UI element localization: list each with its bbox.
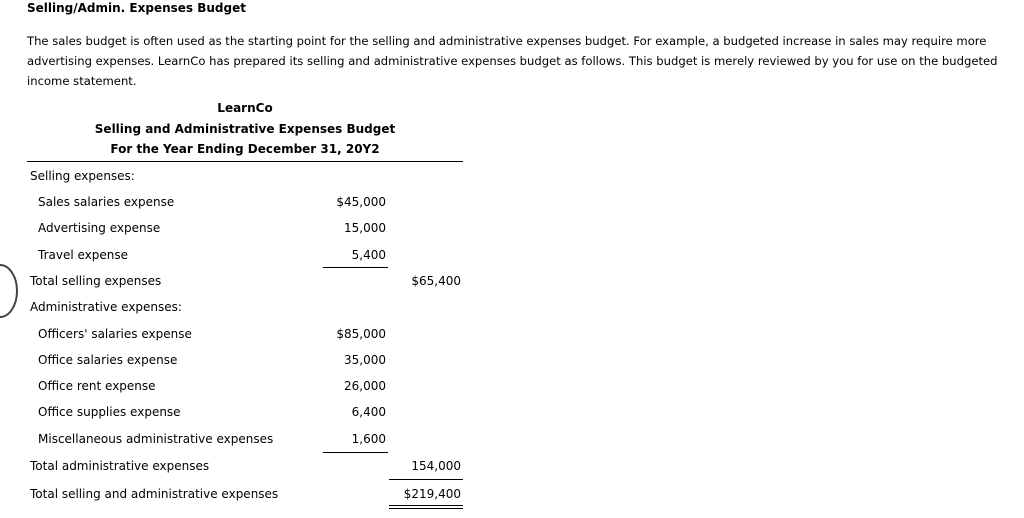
row-label: Office salaries expense: [38, 353, 178, 367]
amount-detail: 1,600: [351, 432, 386, 446]
amount-detail: $45,000: [336, 195, 386, 209]
row-label: Office supplies expense: [38, 405, 181, 419]
page-title: Selling/Admin. Expenses Budget: [27, 1, 246, 15]
row-label: Miscellaneous administrative expenses: [38, 432, 274, 446]
amount-detail: 5,400: [351, 248, 386, 262]
table-row: [27, 195, 463, 215]
statement-company: LearnCo: [217, 101, 273, 115]
table-row: [27, 487, 463, 507]
table-row: [27, 274, 463, 294]
row-label: Selling expenses:: [30, 169, 135, 183]
statement-period: For the Year Ending December 31, 20Y2: [110, 142, 380, 156]
table-row: [27, 353, 463, 373]
header-rule: [27, 161, 463, 162]
table-row: [27, 459, 463, 479]
table-row: [27, 327, 463, 347]
statement-title: Selling and Administrative Expenses Budget: [94, 122, 396, 136]
row-label: Sales salaries expense: [38, 195, 175, 209]
subtotal-underline: [323, 267, 388, 268]
row-label: Total selling and administrative expenses: [30, 487, 279, 501]
row-label: Travel expense: [38, 248, 128, 262]
row-label: Officers' salaries expense: [38, 327, 192, 341]
table-row: [27, 405, 463, 425]
row-label: Total administrative expenses: [30, 459, 210, 473]
row-label: Office rent expense: [38, 379, 156, 393]
table-row: [27, 432, 463, 452]
amount-detail: 15,000: [344, 221, 386, 235]
grand-total-double-underline: [389, 505, 463, 509]
table-row: [27, 379, 463, 399]
amount-total: 154,000: [411, 459, 461, 473]
amount-detail: 26,000: [344, 379, 386, 393]
row-label: Total selling expenses: [30, 274, 162, 288]
row-label: Administrative expenses:: [30, 300, 182, 314]
amount-detail: 35,000: [344, 353, 386, 367]
table-row: [27, 221, 463, 241]
amount-total: $219,400: [403, 487, 461, 501]
total-underline: [389, 479, 463, 480]
table-row: [27, 169, 463, 189]
table-row: [27, 248, 463, 268]
table-row: [27, 300, 463, 320]
partial-circle-icon: [0, 262, 24, 322]
amount-detail: $85,000: [336, 327, 386, 341]
row-label: Advertising expense: [38, 221, 161, 235]
subtotal-underline: [323, 452, 388, 453]
intro-paragraph: The sales budget is often used as the starting point for the selling and administrative expenses budget. For example, a budgeted increase in sales may require more advertising expenses. LearnCo has prepared its selling and administrative expenses budget as follows. This budget is merely reviewed by you for use on the budgeted income statement.: [27, 34, 998, 88]
amount-total: $65,400: [411, 274, 461, 288]
amount-detail: 6,400: [351, 405, 386, 419]
